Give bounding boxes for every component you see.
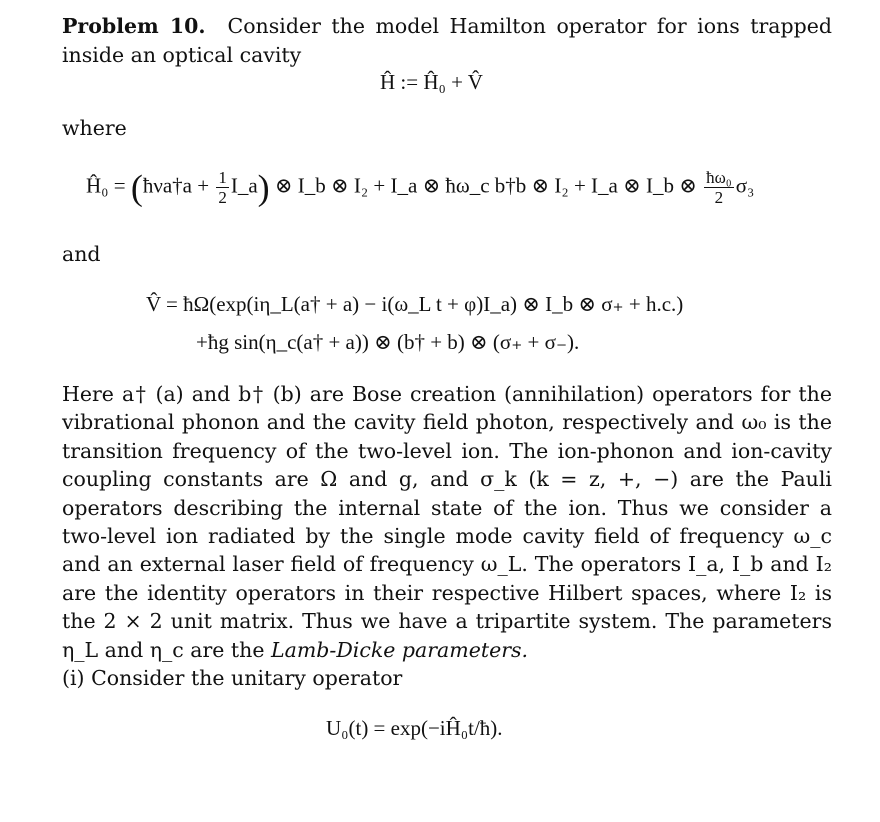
left-paren: ( (130, 167, 143, 208)
half-fraction (216, 168, 229, 207)
u0-equation: U₀(t) = exp(−iĤ₀t/ħ). (326, 716, 503, 740)
explanation-paragraph (62, 380, 832, 692)
h0-paren-tail: I_a (230, 173, 258, 198)
h0-paren-body: ħνa†a + (142, 173, 210, 198)
problem-intro-text: Consider the model Hamilton operator for ions trapped inside an optical cavity (62, 14, 833, 67)
h0-end: σ₃ (735, 173, 755, 198)
lamb-dicke-emph: Lamb-Dicke parameters. (271, 637, 529, 662)
h0-rest: ⊗ I_b ⊗ I₂ + I_a ⊗ ħω_c b†b ⊗ I₂ + I_a ⊗ I_b ⊗ (274, 173, 697, 198)
right-paren: ) (257, 167, 270, 208)
problem-intro (62, 12, 832, 69)
hamiltonian-definition: Ĥ := Ĥ₀ + V̂ (380, 70, 483, 94)
h0-equation (86, 168, 754, 207)
h0-lhs: Ĥ₀ = (86, 173, 126, 198)
frac-den: 2 (218, 188, 227, 207)
omega0-fraction (704, 168, 734, 207)
problem-statement (62, 12, 832, 69)
explanation-text: Here a† (a) and b† (b) are Bose creation (annihilation) operators for the vibrational phonon and the cavity field photon, respectively and ω₀ is the transition frequency of the two-level ion. The ion-phonon and ion-cavity coupling constants are Ω and g, and σ_k (k = z, +, −) are the Pauli operators describing the internal state of the ion. Thus we consider a two-level ion radiated by the single mode cavity field of frequency ω_c and an external laser field of frequency ω_L. The operators I_a, I_b and I₂ are the identity operators in their respective Hilbert spaces, where I₂ is the 2 × 2 unit matrix. Thus we have a tripartite system. The parameters η_L and η_c are the (62, 382, 832, 662)
problem-heading: Problem 10. (62, 14, 206, 38)
v-equation-line2: +ħg sin(η_c(a† + a)) ⊗ (b† + b) ⊗ (σ₊ + σ₋). (196, 330, 580, 354)
part-i-text: (i) Consider the unitary operator (62, 666, 403, 691)
v-equation-line1: V̂ = ħΩ(exp(iη_L(a† + a) − i(ω_L t + φ)I_a) ⊗ I_b ⊗ σ₊ + h.c.) (146, 292, 684, 316)
label-where: where (62, 116, 127, 140)
label-and: and (62, 242, 101, 266)
frac2-num: ħω₀ (706, 168, 732, 187)
frac-num: 1 (218, 168, 227, 187)
frac2-den: 2 (714, 188, 724, 207)
